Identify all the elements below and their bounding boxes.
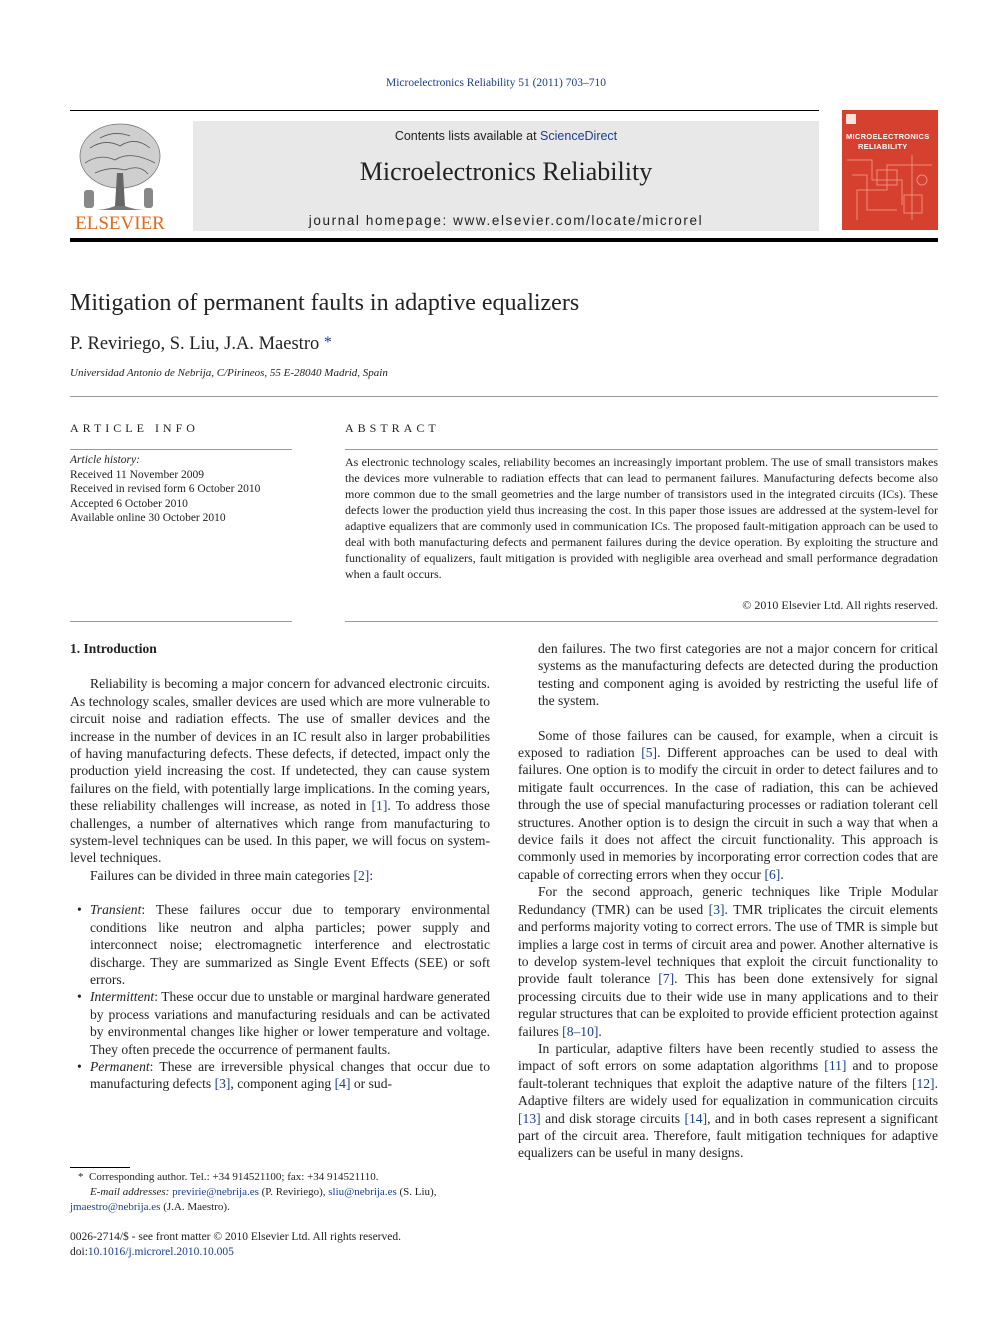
- doi-link[interactable]: 10.1016/j.microrel.2010.10.005: [87, 1246, 234, 1258]
- article-info-bottom-rule: [70, 621, 292, 622]
- article-info-heading: ARTICLE INFO: [70, 421, 199, 435]
- text: For the second approach, generic techniques like Triple Modular Redundancy (TMR) can be used: [518, 884, 938, 917]
- contact-details: Corresponding author. Tel.: +34 914521100; fax: +34 914521110.: [89, 1171, 379, 1183]
- cover-title-line2: RELIABILITY: [858, 142, 908, 151]
- history-label: Article history:: [70, 454, 140, 466]
- text: . Different approaches can be used to deal with failures. One option is to modify the circuit in order to detect failures and to mitigate fault occurrences. In the case of radiation, this can be achieved through the use of special manufacturing processes or radiation tolerant cell structures. Another option is to design the circuit in such a way that when a device fails it does not affect the circuit functionality. This approach is commonly used in memories by incorporating error correction codes that are capable of correcting errors when they occur: [518, 745, 938, 882]
- citation-link[interactable]: [3]: [214, 1076, 231, 1092]
- paragraph: [518, 883, 938, 1040]
- copyright-notice: © 2010 Elsevier Ltd. All rights reserved.: [742, 598, 938, 612]
- citation-link[interactable]: [12]: [911, 1075, 935, 1091]
- paragraph: [70, 675, 490, 866]
- text: . Adaptive filters are widely used for equalization in communication circuits: [518, 1075, 938, 1109]
- abstract-heading: ABSTRACT: [345, 421, 440, 435]
- text: , and in both cases represent a significant part of the circuit area. Therefore, fault mitigation techniques for adaptive equalizers can be useful in many designs.: [518, 1110, 938, 1161]
- title-divider: [70, 396, 938, 397]
- abstract-text: As electronic technology scales, reliability becomes an increasingly important problem. The use of small transistors makes the devices more vulnerable to radiation effects that can lead to permanent failures. Manufacturing defects become also more common due to the small geometries and the large number of transistors used in the integrated circuits (ICs). These defects lower the production yield thus increasing the cost. In this paper those issues are addressed at the system-level for adaptive equalizers that are commonly used in communication ICs. The proposed fault-mitigation approach can be used to deal with both manufacturing defects and permanent failures during the device operation. By exploiting the structure and functionality of equalizers, fault mitigation is provided with negligible area overhead and small performance degradation when a fault occurs.: [345, 455, 938, 581]
- email-owner: (S. Liu),: [396, 1186, 437, 1198]
- citation-link[interactable]: [5]: [641, 745, 658, 761]
- corresponding-author-mark[interactable]: *: [323, 334, 332, 351]
- issn-doi: [70, 1230, 401, 1260]
- authors-text: P. Reviriego, S. Liu, J.A. Maestro: [70, 334, 320, 354]
- contents-prefix: Contents lists available at: [394, 129, 541, 143]
- email-link[interactable]: previrie@nebrija.es: [172, 1186, 259, 1198]
- doi-label: doi:: [70, 1246, 88, 1258]
- citation-link[interactable]: [4]: [334, 1076, 351, 1092]
- cover-title: [846, 132, 934, 152]
- publisher-name: ELSEVIER: [75, 213, 165, 233]
- text: : These occur due to unstable or marginal hardware generated by process variations and manufacturing residuals and can be activated by environmental changes like higher or lower temperature and voltage. They often precede the occurrence of permanent faults.: [90, 989, 490, 1057]
- text: : These failures occur due to temporary environmental conditions like neutron and alpha particles; power supply and interconnect noise; electromagnetic interference and electrostatic discharge. They are summarized as Single Event Effects (SEE) or soft errors.: [90, 902, 490, 987]
- footnote-mark: *: [78, 1171, 84, 1183]
- email-line: [70, 1185, 490, 1200]
- text: and to propose fault-tolerant techniques that exploit the adaptive nature of the filters: [518, 1058, 939, 1091]
- contents-line: [193, 129, 819, 143]
- circuit-pattern-icon: [842, 110, 938, 230]
- text: and disk storage circuits: [540, 1110, 685, 1126]
- text: Some of those failures can be caused, for example, when a circuit is exposed to radiation: [518, 727, 938, 761]
- paragraph: [70, 867, 490, 884]
- article-history: [70, 453, 300, 526]
- list-item: [90, 1058, 490, 1093]
- citation-link[interactable]: [11]: [824, 1058, 847, 1074]
- abstract-rule: [345, 449, 938, 450]
- text: In particular, adaptive filters have been recently studied to assess the impact of soft errors on some adaptation algorithms: [518, 1040, 938, 1074]
- citation-link[interactable]: [1]: [371, 798, 388, 814]
- text: . TMR triplicates the circuit elements and performs majority voting to correct errors. The use of TMR is simple but implies a large cost in terms of circuit area and power. Another alternative is to develop system-level techniques that exploit the circuit functionality to provide fault tolerance: [518, 901, 938, 987]
- citation-link[interactable]: [3]: [708, 901, 725, 917]
- sciencedirect-link[interactable]: ScienceDirect: [540, 129, 618, 143]
- bullet-continuation: den failures. The two first categories are not a major concern for critical systems as the manufacturing defects are detected during the production testing and component aging is avoided by restricting the useful life of the system.: [538, 641, 938, 709]
- email-link[interactable]: jmaestro@nebrija.es: [70, 1201, 161, 1213]
- citation-link[interactable]: [7]: [658, 971, 675, 987]
- journal-citation[interactable]: Microelectronics Reliability 51 (2011) 703–710: [386, 77, 606, 89]
- cover-title-line1: MICROELECTRONICS: [846, 132, 930, 141]
- elsevier-logo[interactable]: [70, 118, 170, 233]
- journal-title: Microelectronics Reliability: [359, 157, 653, 186]
- journal-banner: [193, 121, 819, 231]
- email-label: E-mail addresses:: [90, 1186, 170, 1198]
- history-item: Accepted 6 October 2010: [70, 497, 188, 510]
- abstract-bottom-rule: [345, 621, 938, 622]
- text: .: [598, 1023, 602, 1039]
- email-owner: (J.A. Maestro).: [160, 1201, 230, 1213]
- article-info-rule: [70, 449, 292, 450]
- header-divider: [70, 110, 819, 111]
- doi-line: [70, 1245, 401, 1260]
- elsevier-tree-icon: [70, 118, 170, 233]
- history-item: Available online 30 October 2010: [70, 512, 226, 524]
- author-list: [70, 334, 332, 355]
- section-heading: 1. Introduction: [70, 641, 157, 656]
- citation-link[interactable]: [8–10]: [562, 1023, 599, 1039]
- text: . This has been done extensively for signal processing circuits due to their wide use in many applications and to their regular structures that can be exploited to provide efficient protection against failures: [518, 971, 938, 1039]
- email-line: [70, 1200, 490, 1215]
- text: Reliability is becoming a major concern for advanced electronic circuits. As technology scales, smaller devices are used which are more vulnerable to circuit noise and radiation effects. The use of smaller devices and the increase in the number of devices in an IC result also in larger probabilities of having manufacturing defects. These defects, if detected, impact only the production yield increasing the cost. If undetected, they can cause system failures on the field, with potentially large implications. In the coming years, these reliability challenges will increase, as noted in: [70, 676, 490, 814]
- text: or sud-: [350, 1076, 393, 1092]
- citation-link[interactable]: [6]: [764, 866, 781, 882]
- text: .: [780, 866, 784, 882]
- term: Permanent: [90, 1058, 150, 1074]
- email-link[interactable]: sliu@nebrija.es: [328, 1186, 397, 1198]
- footnote-rule: [70, 1167, 130, 1168]
- paragraph: [518, 727, 938, 884]
- term: Intermittent: [90, 989, 155, 1005]
- text: : These are irreversible physical changes that occur due to manufacturing defects: [90, 1058, 490, 1092]
- paragraph: [518, 1040, 938, 1162]
- journal-cover-thumbnail[interactable]: [842, 110, 938, 230]
- text: , component aging: [230, 1076, 335, 1092]
- body-column-left: [70, 640, 490, 1093]
- corresponding-author-note: [70, 1170, 490, 1185]
- citation-link[interactable]: [14]: [684, 1110, 708, 1126]
- body-column-right: [518, 640, 938, 1162]
- text: Failures can be divided in three main categories: [90, 867, 354, 883]
- affiliation: Universidad Antonio de Nebrija, C/Pirineos, 55 E-28040 Madrid, Spain: [70, 367, 388, 379]
- email-owner: (P. Reviriego),: [258, 1186, 329, 1198]
- footnote: [70, 1170, 490, 1215]
- list-item: [90, 901, 490, 988]
- history-item: Received 11 November 2009: [70, 468, 205, 481]
- failure-category-list: [70, 901, 490, 1092]
- article-title: Mitigation of permanent faults in adaptive equalizers: [70, 290, 580, 316]
- issn-line: 0026-2714/$ - see front matter © 2010 Elsevier Ltd. All rights reserved.: [70, 1231, 401, 1243]
- header-thick-rule: [70, 238, 938, 242]
- journal-homepage-link[interactable]: journal homepage: www.elsevier.com/locate/microrel: [308, 213, 704, 228]
- term: Transient: [90, 902, 142, 918]
- text: :: [369, 867, 374, 883]
- history-item: Received in revised form 6 October 2010: [70, 483, 261, 495]
- list-item: [90, 988, 490, 1058]
- citation-link[interactable]: [2]: [353, 867, 370, 883]
- citation-link[interactable]: [13]: [518, 1110, 541, 1126]
- text: . To address those challenges, a number of alternatives which range from manufacturing to system-level techniques can be used. In this paper, we will focus on system-level techniques.: [70, 798, 490, 866]
